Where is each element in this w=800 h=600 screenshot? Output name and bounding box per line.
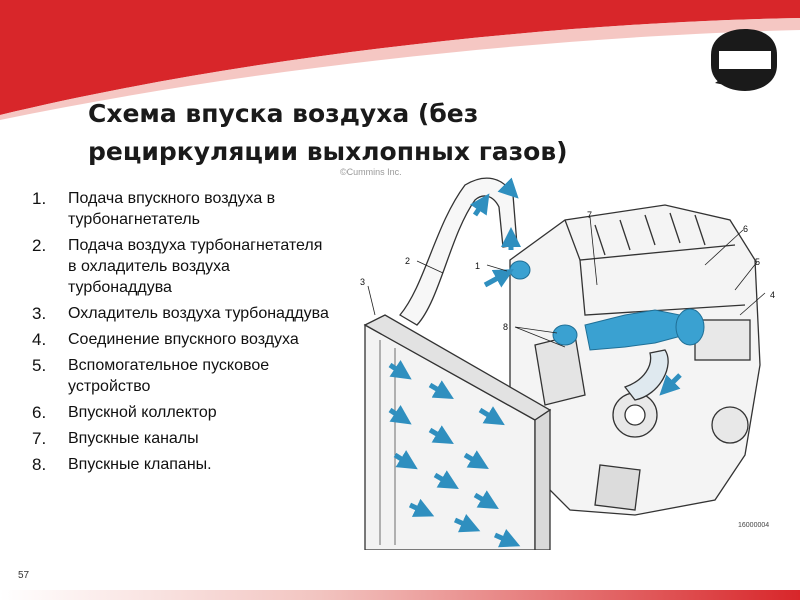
list-number: 6. (32, 403, 47, 422)
list-item (32, 303, 332, 324)
list-number: 5. (32, 356, 47, 375)
component-list (32, 188, 332, 480)
callout-2: 2 (405, 256, 411, 266)
title-line-1: Схема впуска воздуха (без (88, 99, 479, 128)
list-item (32, 355, 332, 397)
list-item (32, 329, 332, 350)
list-item (32, 402, 332, 423)
slide-title (88, 95, 688, 171)
list-text: Соединение впускного воздуха (68, 331, 299, 348)
list-number: 1. (32, 189, 47, 208)
callout-6: 6 (743, 224, 749, 234)
list-item (32, 188, 332, 230)
list-number: 2. (32, 236, 47, 255)
callout-8: 8 (503, 322, 509, 332)
title-line-2: рециркуляции выхлопных газов) (88, 137, 568, 166)
list-text: Впускной коллектор (68, 404, 217, 421)
list-item (32, 235, 332, 298)
bottom-accent-bar (0, 590, 800, 600)
list-number: 3. (32, 304, 47, 323)
list-text: Впускные каналы (68, 430, 199, 447)
list-text: Подача впускного воздуха в турбонагнетатель (68, 190, 276, 228)
list-number: 8. (32, 455, 47, 474)
callout-5: 5 (755, 257, 761, 267)
engine-intake-diagram (335, 165, 780, 550)
callout-3: 3 (360, 277, 366, 287)
list-item (32, 454, 332, 475)
callout-1: 1 (475, 261, 481, 271)
copyright-watermark: ©Cummins Inc. (340, 167, 402, 177)
list-number: 4. (32, 330, 47, 349)
cummins-logo (705, 25, 785, 95)
figure-code: 16000004 (738, 522, 770, 529)
list-number: 7. (32, 429, 47, 448)
list-text: Вспомогательное пусковое устройство (68, 357, 270, 395)
callout-4: 4 (770, 290, 776, 300)
list-text: Подача воздуха турбонагнетателя в охладитель воздуха турбонаддува (68, 237, 323, 296)
page-number: 57 (18, 570, 30, 581)
callout-7: 7 (587, 210, 593, 220)
list-item (32, 428, 332, 449)
list-text: Охладитель воздуха турбонаддува (68, 305, 329, 322)
list-text: Впускные клапаны. (68, 456, 212, 473)
